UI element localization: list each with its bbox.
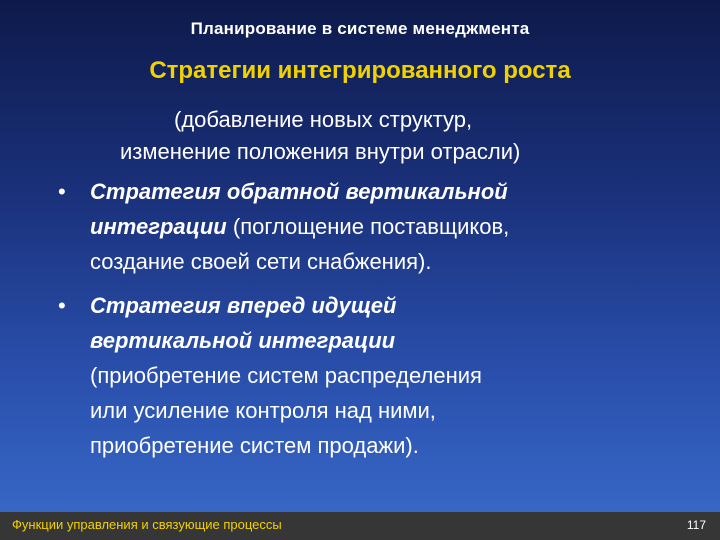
bullet-list <box>56 174 666 472</box>
slide-title: Стратегии интегрированного роста <box>149 57 571 84</box>
footer-bar <box>0 512 720 540</box>
bullet-text: приобретение систем продажи). <box>90 433 419 458</box>
bullet-emphasis: Стратегия вперед идущей <box>90 293 397 318</box>
bullet-text: создание своей сети снабжения). <box>90 249 432 274</box>
subtitle-line: (добавление новых структур, <box>174 107 473 132</box>
bullet-text: (приобретение систем распределения <box>90 363 482 388</box>
bullet-text: (поглощение поставщиков, <box>226 214 510 239</box>
bullet-icon: • <box>58 293 66 318</box>
bullet-text: или усиление контроля над ними, <box>90 398 436 423</box>
slide-subtitle <box>100 104 660 168</box>
bullet-item-backward-integration <box>56 174 666 279</box>
footer-text: Функции управления и связующие процессы <box>12 517 282 532</box>
subtitle-line: изменение положения внутри отрасли) <box>120 139 521 164</box>
bullet-icon: • <box>58 179 66 204</box>
page-number: 117 <box>686 518 706 532</box>
bullet-item-forward-integration <box>56 288 666 463</box>
bullet-emphasis: интеграции <box>90 214 227 239</box>
bullet-emphasis: Стратегия обратной вертикальной <box>90 179 508 204</box>
header-title: Планирование в системе менеджмента <box>190 19 530 38</box>
bullet-emphasis: вертикальной интеграции <box>90 328 396 353</box>
